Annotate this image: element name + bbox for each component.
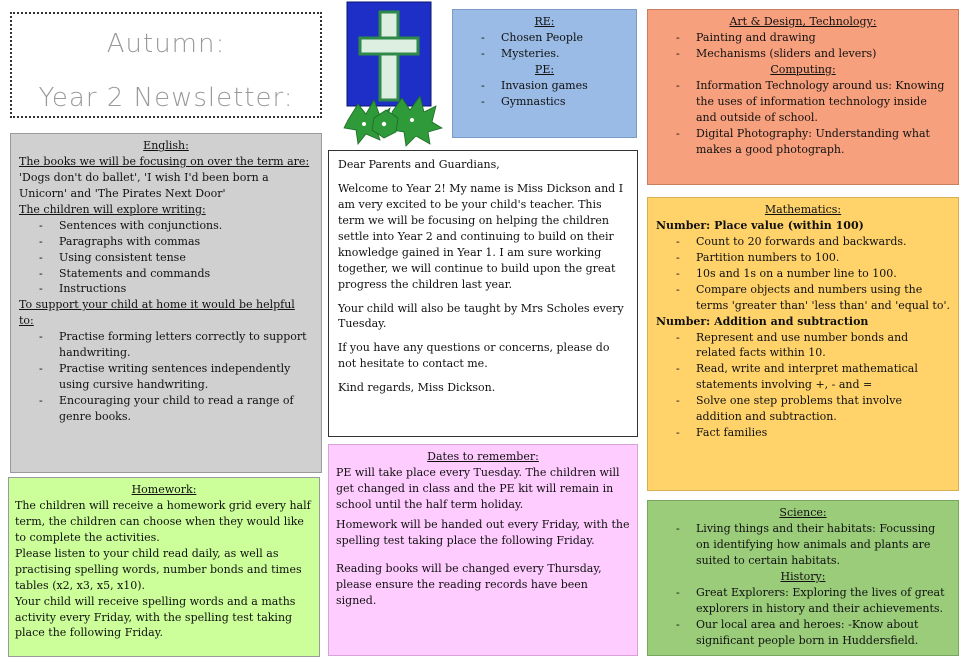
- english-support-heading: To support your child at home it would be helpful to:: [19, 298, 295, 328]
- list-item: - 10s and 1s on a number line to 100.: [656, 266, 950, 282]
- english-support-list: [19, 329, 313, 425]
- maths-subheading: Number: Addition and subtraction: [656, 314, 869, 328]
- list-item: - Mechanisms (sliders and levers): [656, 46, 950, 62]
- list-item: - Sentences with conjunctions.: [19, 218, 313, 234]
- english-books-heading: The books we will be focusing on over the term are:: [19, 154, 310, 168]
- science-history-section: [647, 500, 959, 656]
- list-item: - Great Explorers: Exploring the lives of great explorers in history and their achievements.: [656, 585, 950, 617]
- homework-section: [8, 477, 320, 657]
- list-item: - Partition numbers to 100.: [656, 250, 950, 266]
- letter-paragraph: If you have any questions or concerns, please do not hesitate to contact me.: [338, 341, 610, 371]
- list-item: - Instructions: [19, 281, 313, 297]
- list-item: - Digital Photography: Understanding what makes a good photograph.: [656, 126, 950, 158]
- maths-list-addition: [656, 330, 950, 442]
- history-heading: History:: [780, 569, 826, 583]
- history-list: [656, 585, 950, 649]
- list-item: - Compare objects and numbers using the terms 'greater than' 'less than' and 'equal to'.: [656, 282, 950, 314]
- list-item: - Statements and commands: [19, 266, 313, 282]
- maths-subheading: Number: Place value (within 100): [656, 218, 864, 232]
- re-heading: RE:: [534, 15, 555, 28]
- dates-paragraph: PE will take place every Tuesday. The children will get changed in class and the PE kit will remain in school until the half term holiday.: [336, 465, 620, 511]
- letter-paragraph: Welcome to Year 2! My name is Miss Dickson and I am very excited to be your child's teacher. This term we will be focusing on helping the children settle into Year 2 and continuing to build on their knowledge gained in Year 1. I am sure working together, we will continue to build upon the great progress the children last year.: [338, 181, 624, 291]
- letter-paragraph: Your child will also be taught by Mrs Scholes every Tuesday.: [338, 301, 624, 331]
- computing-heading: Computing:: [770, 62, 836, 76]
- art-list: [656, 30, 950, 62]
- maths-heading: Mathematics:: [764, 203, 842, 216]
- dates-heading: Dates to remember:: [427, 450, 539, 463]
- list-item: - Count to 20 forwards and backwards.: [656, 234, 950, 250]
- homework-heading: Homework:: [131, 483, 197, 496]
- list-item: - Invasion games: [461, 78, 628, 94]
- dates-section: [328, 444, 638, 656]
- pe-list: [461, 78, 628, 110]
- homework-paragraph: Please listen to your child read daily, as well as practising spelling words, number bonds and times tables (x2, x3, x5, x10).: [15, 546, 302, 592]
- list-item: - Using consistent tense: [19, 250, 313, 266]
- list-item: - Read, write and interpret mathematical statements involving +, - and =: [656, 361, 950, 393]
- re-list: [461, 30, 628, 62]
- computing-list: [656, 78, 950, 158]
- title-line-1: Autumn:: [106, 29, 226, 59]
- pe-heading: PE:: [534, 62, 555, 76]
- list-item: - Encouraging your child to read a range of genre books.: [19, 393, 313, 425]
- dates-paragraph: Homework will be handed out every Friday, with the spelling test taking place the following Friday.: [336, 517, 630, 547]
- art-computing-section: [647, 9, 959, 185]
- english-section: [10, 133, 322, 473]
- newsletter-title-box: [10, 12, 322, 118]
- letter-greeting: Dear Parents and Guardians,: [338, 158, 500, 171]
- list-item: - Solve one step problems that involve addition and subtraction.: [656, 393, 950, 425]
- list-item: - Information Technology around us: Knowing the uses of information technology inside and outside of school.: [656, 78, 950, 126]
- list-item: - Represent and use number bonds and related facts within 10.: [656, 330, 950, 362]
- list-item: - Mysteries.: [461, 46, 628, 62]
- dates-paragraph: Reading books will be changed every Thursday, please ensure the reading records have been signed.: [336, 561, 602, 607]
- english-writing-heading: The children will explore writing:: [19, 202, 206, 216]
- homework-paragraph: The children will receive a homework grid every half term, the children can choose when they would like to complete the activities.: [15, 498, 311, 544]
- school-logo: [340, 0, 445, 150]
- maths-list-place-value: [656, 234, 950, 314]
- letter-signoff: Kind regards, Miss Dickson.: [338, 381, 496, 395]
- science-list: [656, 521, 950, 569]
- list-item: - Chosen People: [461, 30, 628, 46]
- welcome-letter: [328, 150, 638, 437]
- english-books-text: 'Dogs don't do ballet', 'I wish I'd been born a Unicorn' and 'The Pirates Next Door': [19, 170, 269, 200]
- english-heading: English:: [143, 139, 189, 152]
- list-item: - Living things and their habitats: Focussing on identifying how animals and plants are suited to certain habitats.: [656, 521, 950, 569]
- list-item: - Practise writing sentences independently using cursive handwriting.: [19, 361, 313, 393]
- list-item: - Practise forming letters correctly to support handwriting.: [19, 329, 313, 361]
- homework-paragraph: Your child will receive spelling words and a maths activity every Friday, with the spelling test taking place the following Friday.: [15, 594, 296, 640]
- art-heading: Art & Design, Technology:: [729, 15, 877, 28]
- re-pe-section: [452, 9, 637, 138]
- title-line-2: Year 2 Newsletter:: [38, 82, 294, 113]
- mathematics-section: [647, 197, 959, 491]
- list-item: - Our local area and heroes: -Know about significant people born in Huddersfield.: [656, 617, 950, 649]
- cross-shield-icon: [340, 0, 445, 150]
- science-heading: Science:: [779, 506, 827, 519]
- list-item: - Gymnastics: [461, 94, 628, 110]
- list-item: - Paragraphs with commas: [19, 234, 313, 250]
- list-item: - Painting and drawing: [656, 30, 950, 46]
- english-writing-list: [19, 218, 313, 298]
- list-item: - Fact families: [656, 425, 950, 441]
